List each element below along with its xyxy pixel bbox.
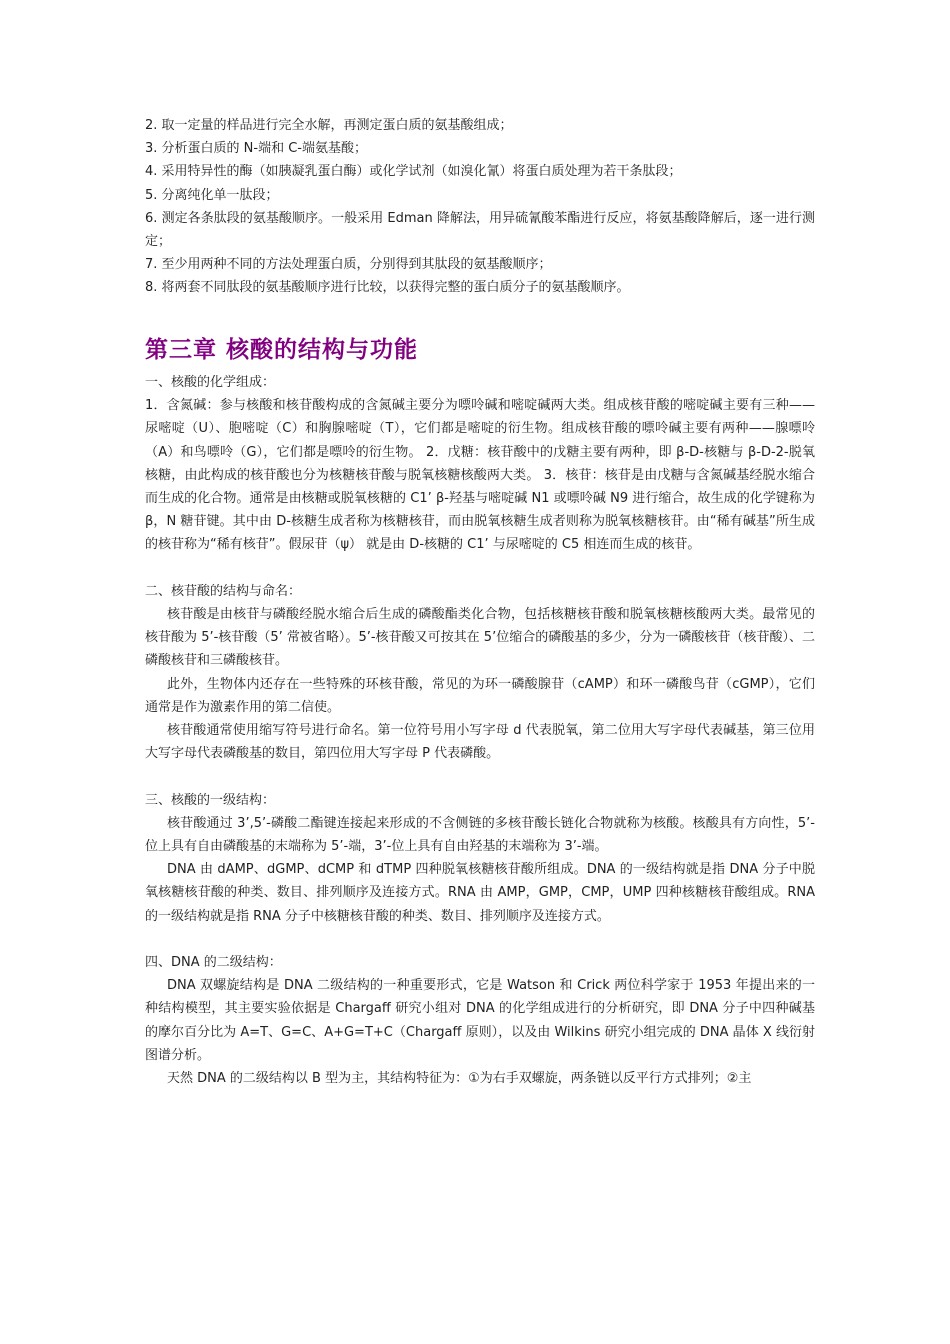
chapter-body xyxy=(145,371,815,1090)
section-paragraph: 天然 DNA 的二级结构以 B 型为主，其结构特征为：①为右手双螺旋，两条链以反平行方式排列；②主 xyxy=(167,1071,752,1087)
section-paragraph: 核苷酸通常使用缩写符号进行命名。第一位符号用小写字母 d 代表脱氧，第二位用大写字母代表碱基，第三位用大写字母代表磷酸基的数目，第四位用大写字母 P 代表磷酸。 xyxy=(145,723,815,762)
section-paragraph: 1．含氮碱：参与核酸和核苷酸构成的含氮碱主要分为嘌呤碱和嘧啶碱两大类。组成核苷酸的嘧啶碱主要有三种——尿嘧啶（U）、胞嘧啶（C）和胸腺嘧啶（T），它们都是嘧啶的衍生物。组成核苷酸的嘌呤碱主要有两种——腺嘌呤（A）和鸟嘌呤（G），它们都是嘌呤的衍生物。 2．戊糖：核苷酸中的戊糖主要有两种，即 β-D-核糖与 β-D-2-脱氧核糖，由此构成的核苷酸也分为核糖核苷酸与脱氧核糖核酸两大类。 3．核苷：核苷是由戊糖与含氮碱基经脱水缩合而生成的化合物。通常是由核糖或脱氧核糖的 C1’ β-羟基与嘧啶碱 N1 或嘌呤碱 N9 进行缩合，故生成的化学键称为 β，N 糖苷键。其中由 D-核糖生成者称为核糖核苷，而由脱氧核糖生成者则称为脱氧核糖核苷。由“稀有碱基”所生成的核苷称为“稀有核苷”。假尿苷（ψ） 就是由 D-核糖的 C1’ 与尿嘧啶的 C5 相连而生成的核苷。 xyxy=(145,398,815,553)
step-item: 2. 取一定量的样品进行完全水解，再测定蛋白质的氨基酸组成； xyxy=(145,118,513,133)
step-item: 8. 将两套不同肽段的氨基酸顺序进行比较，以获得完整的蛋白质分子的氨基酸顺序。 xyxy=(145,280,630,296)
section-paragraph: 核苷酸通过 3’,5’-磷酸二酯键连接起来形成的不含侧链的多核苷酸长链化合物就称为核酸。核酸具有方向性，5’-位上具有自由磷酸基的末端称为 5’-端，3’-位上具有自由羟基的末端称为 3’-端。 xyxy=(145,815,815,855)
section-heading: 一、核酸的化学组成： xyxy=(145,375,276,390)
steps-list xyxy=(145,114,815,300)
section-paragraph: 此外，生物体内还存在一些特殊的环核苷酸，常见的为环一磷酸腺苷（cAMP）和环一磷酸鸟苷（cGMP），它们通常是作为激素作用的第二信使。 xyxy=(145,676,815,715)
chapter-title: 第三章 核酸的结构与功能 xyxy=(145,336,419,363)
section-paragraph: DNA 双螺旋结构是 DNA 二级结构的一种重要形式，它是 Watson 和 Crick 两位科学家于 1953 年提出来的一种结构模型，其主要实验依据是 Chargaff 研究小组对 DNA 的化学组成进行的分析研究，即 DNA 分子中四种碱基的摩尔百分比为 A=T、G=C、A+G=T+C（Chargaff 原则），以及由 Wilkins 研究小组完成的 DNA 晶体 X 线衍射图谱分析。 xyxy=(145,978,815,1063)
section-heading: 二、核苷酸的结构与命名： xyxy=(145,583,302,599)
section-paragraph: DNA 由 dAMP、dGMP、dCMP 和 dTMP 四种脱氧核糖核苷酸所组成。DNA 的一级结构就是指 DNA 分子中脱氧核糖核苷酸的种类、数目、排列顺序及连接方式。RNA 由 AMP，GMP，CMP，UMP 四种核糖核苷酸组成。RNA 的一级结构就是指 RNA 分子中核糖核苷酸的种类、数目、排列顺序及连接方式。 xyxy=(145,862,815,924)
step-item: 3. 分析蛋白质的 N-端和 C-端氨基酸； xyxy=(145,141,367,157)
step-item: 4. 采用特异性的酶（如胰凝乳蛋白酶）或化学试剂（如溴化氰）将蛋白质处理为若干条肽段； xyxy=(145,164,682,180)
step-item: 5. 分离纯化单一肽段； xyxy=(145,187,279,203)
section-heading: 四、DNA 的二级结构： xyxy=(145,955,282,971)
section-paragraph: 核苷酸是由核苷与磷酸经脱水缩合后生成的磷酸酯类化合物，包括核糖核苷酸和脱氧核糖核酸两大类。最常见的核苷酸为 5’-核苷酸（5’ 常被省略）。5’-核苷酸又可按其在 5’位缩合的磷酸基的多少，分为一磷酸核苷（核苷酸）、二磷酸核苷和三磷酸核苷。 xyxy=(145,607,815,669)
step-item: 6. 测定各条肽段的氨基酸顺序。一般采用 Edman 降解法，用异硫氰酸苯酯进行反应，将氨基酸降解后，逐一进行测定； xyxy=(145,210,815,250)
step-item: 7. 至少用两种不同的方法处理蛋白质，分别得到其肽段的氨基酸顺序； xyxy=(145,257,552,273)
section-heading: 三、核酸的一级结构： xyxy=(145,792,276,808)
